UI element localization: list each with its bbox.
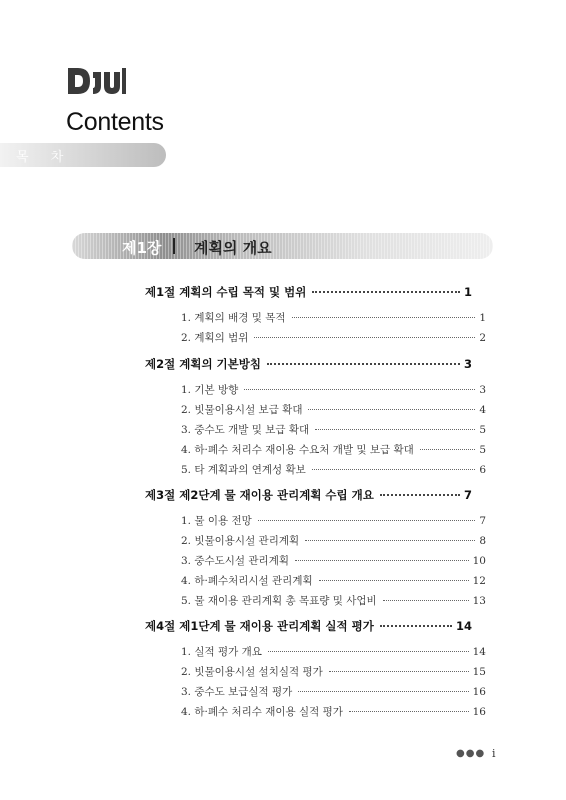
dot-leader xyxy=(244,389,475,390)
dot-leader xyxy=(298,691,468,692)
toc-item-title: 5. 타 계획과의 연계성 확보 xyxy=(181,464,306,476)
toc-item-title: 2. 빗물이용시설 설치실적 평가 xyxy=(181,666,323,678)
toc-item[interactable] xyxy=(181,684,486,699)
toc-item-page: 6 xyxy=(479,464,486,476)
chapter-banner xyxy=(72,233,493,259)
subtitle-label: 목 차 xyxy=(16,150,73,165)
section-entry[interactable] xyxy=(145,356,472,372)
toc-item[interactable] xyxy=(181,402,486,417)
section-title: 제1절 계획의 수립 목적 및 범위 xyxy=(145,285,307,299)
toc-item[interactable] xyxy=(181,330,486,345)
dot-leader xyxy=(380,625,452,627)
dot-leader xyxy=(292,317,476,318)
toc-item[interactable] xyxy=(181,664,486,679)
toc-item-page: 10 xyxy=(472,555,486,567)
footer-page-number: i xyxy=(492,747,496,760)
toc-item-page: 15 xyxy=(472,666,486,678)
toc-item-title: 2. 빗물이용시설 관리계획 xyxy=(181,535,300,547)
toc-item[interactable] xyxy=(181,704,486,719)
toc-item-title: 2. 빗물이용시설 보급 확대 xyxy=(181,404,303,416)
section-entry[interactable] xyxy=(145,284,472,300)
toc-item[interactable] xyxy=(181,310,486,325)
toc-item-page: 14 xyxy=(472,646,486,658)
dot-leader xyxy=(268,651,469,652)
dot-leader xyxy=(305,540,475,541)
dot-leader xyxy=(319,580,469,581)
toc-item-page: 8 xyxy=(479,535,486,547)
dju-logo-icon xyxy=(68,68,126,94)
toc-item[interactable] xyxy=(181,513,486,528)
subtitle-bar xyxy=(0,143,166,167)
toc-item-page: 16 xyxy=(472,686,486,698)
dot-leader xyxy=(420,449,476,450)
dot-leader xyxy=(315,429,475,430)
toc-item-title: 4. 하·폐수처리시설 관리계획 xyxy=(181,575,313,587)
toc-item-title: 3. 중수도 보급실적 평가 xyxy=(181,686,293,698)
toc-item[interactable] xyxy=(181,382,486,397)
section-page: 7 xyxy=(463,488,472,502)
toc-item-page: 4 xyxy=(479,404,486,416)
toc-item-page: 12 xyxy=(472,575,486,587)
section-page: 14 xyxy=(455,619,472,633)
toc-item-page: 2 xyxy=(479,332,486,344)
dot-leader xyxy=(312,469,476,470)
toc-item[interactable] xyxy=(181,462,486,477)
section-title: 제3절 제2단계 물 재이용 관리계획 수립 개요 xyxy=(145,488,374,502)
section-title: 제2절 계획의 기본방침 xyxy=(145,357,261,371)
dot-leader xyxy=(380,494,460,496)
toc-item-title: 2. 계획의 범위 xyxy=(181,332,249,344)
toc-item-title: 1. 계획의 배경 및 목적 xyxy=(181,312,286,324)
toc-item-page: 1 xyxy=(479,312,486,324)
toc-item-page: 7 xyxy=(479,515,486,527)
toc-item-title: 4. 하·폐수 처리수 재이용 수요처 개발 및 보급 확대 xyxy=(181,444,414,456)
toc-item-title: 1. 물 이용 전망 xyxy=(181,515,252,527)
dot-leader xyxy=(254,337,475,338)
toc-item-title: 3. 중수도시설 관리계획 xyxy=(181,555,289,567)
toc-item[interactable] xyxy=(181,553,486,568)
contents-title: Contents xyxy=(66,108,164,136)
toc-item-title: 1. 기본 방향 xyxy=(181,384,239,396)
toc-item[interactable] xyxy=(181,573,486,588)
dot-leader xyxy=(267,363,460,365)
toc-item[interactable] xyxy=(181,593,486,608)
dot-leader xyxy=(383,600,469,601)
toc-item-title: 1. 실적 평가 개요 xyxy=(181,646,262,658)
footer-dots: ●●● xyxy=(456,748,486,759)
dot-leader xyxy=(258,520,476,521)
section-entry[interactable] xyxy=(145,618,472,634)
dot-leader xyxy=(308,409,475,410)
dot-leader xyxy=(349,711,469,712)
toc-item-title: 5. 물 재이용 관리계획 총 목표량 및 사업비 xyxy=(181,595,377,607)
section-entry[interactable] xyxy=(145,487,472,503)
dot-leader xyxy=(295,560,469,561)
toc-item[interactable] xyxy=(181,422,486,437)
toc-item[interactable] xyxy=(181,442,486,457)
toc-item-page: 5 xyxy=(479,424,486,436)
toc-item[interactable] xyxy=(181,533,486,548)
toc-item-page: 13 xyxy=(472,595,486,607)
chapter-number: 제1장 xyxy=(122,239,162,257)
toc-item-page: 5 xyxy=(479,444,486,456)
toc-item-title: 3. 중수도 개발 및 보급 확대 xyxy=(181,424,310,436)
section-page: 1 xyxy=(463,285,472,299)
toc-item[interactable] xyxy=(181,644,486,659)
toc-item-title: 4. 하·폐수 처리수 재이용 실적 평가 xyxy=(181,706,343,718)
chapter-divider xyxy=(173,238,175,254)
toc-item-page: 3 xyxy=(479,384,486,396)
dot-leader xyxy=(329,671,469,672)
section-title: 제4절 제1단계 물 재이용 관리계획 실적 평가 xyxy=(145,619,374,633)
toc-item-page: 16 xyxy=(472,706,486,718)
dot-leader xyxy=(312,291,460,293)
chapter-title: 계획의 개요 xyxy=(194,239,272,257)
section-page: 3 xyxy=(463,357,472,371)
